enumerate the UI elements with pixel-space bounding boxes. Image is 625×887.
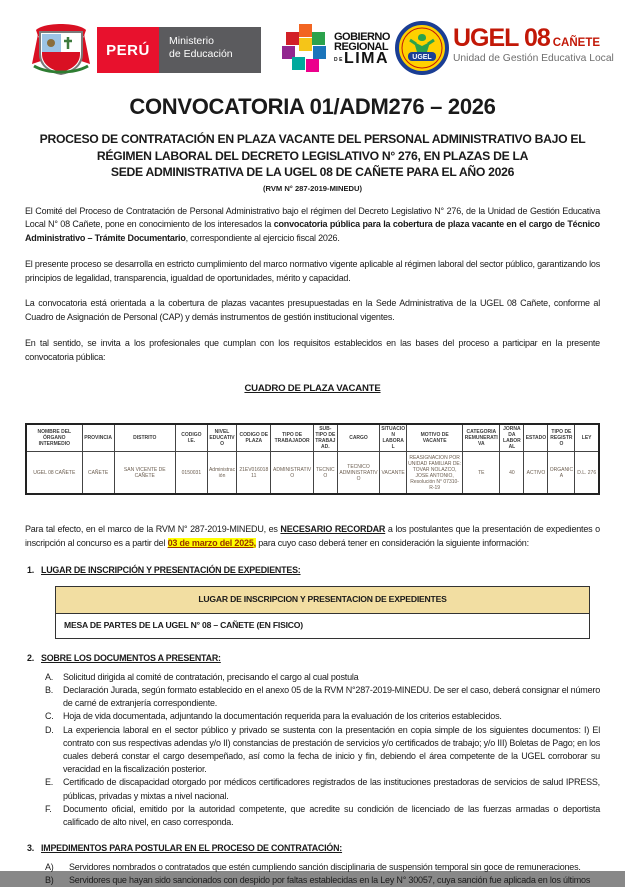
cell: D.L. 276: [575, 452, 599, 494]
cell: 40: [500, 452, 524, 494]
plaza-table-header-row: [26, 424, 599, 452]
col-header: JORNADA LABORAL: [500, 424, 524, 452]
col-header: DISTRITO: [114, 424, 175, 452]
col-header: ESTADO: [524, 424, 548, 452]
col-header: PROVINCIA: [82, 424, 114, 452]
plaza-table-data-row: [26, 452, 599, 494]
grl-wordmark: GOBIERNO REGIONAL DELIMA: [334, 32, 390, 67]
recordatorio-paragraph: Para tal efecto, en el marco de la RVM N° 287-2019-MINEDU, es NECESARIO RECORDAR a los postulantes que la presentación de expedientes o inscripción al concurso es a partir del 03 de marzo del 2025, para cuyo caso deberá tener en consideración la siguiente información:: [25, 523, 600, 551]
minedu-logo: [97, 27, 261, 73]
ugel-badge-label: UGEL: [412, 54, 432, 61]
intro-paragraph-2: El presente proceso se desarrolla en estricto cumplimiento del marco normativo vigente aplicable al régimen laboral del sector público, garantizando los principios de legalidad, transparencia, igualdad de oportunidades, mérito y capacidad.: [25, 258, 600, 286]
list-item: B) Servidores que hayan sido sancionados con despido por faltas establecidas en la Ley N° 30057, cuya sanción fue aplicada en los últimos: [45, 874, 600, 887]
list-item: C. Hoja de vida documentada, adjuntando la documentación requerida para la evaluación de los criterios establecidos.: [45, 710, 600, 723]
list-item: D. La experiencia laboral en el sector público y privado se sustenta con la presentación en copia simple de los siguientes documentos: I) El contrato con sus respectivas adendas y/o II) constancias de prestación de servicios y/o certificados de trabajo; y/o III) Boletas de Pago; en los cuales deberá constar el cargo desempeñado, así como la fecha de inicio y fin, debiendo el área competente de la UGEL corroborar su veracidad en la fiscalización posterior.: [45, 724, 600, 777]
cell: Administración: [207, 452, 236, 494]
col-header: TIPO DE TRABAJADOR: [271, 424, 313, 452]
cell: SAN VICENTE DE CAÑETE: [114, 452, 175, 494]
col-header: TIPO DE REGISTRO: [548, 424, 575, 452]
ugel-badge-icon: [396, 22, 448, 74]
col-header: CATEGORIA REMUNERATIVA: [463, 424, 500, 452]
section-2-title: 2. SOBRE LOS DOCUMENTOS A PRESENTAR:: [25, 652, 600, 666]
grl-mosaic-icon: [282, 24, 330, 74]
inscription-table-header: LUGAR DE INSCRIPCION Y PRESENTACION DE EXPEDIENTES: [56, 587, 589, 614]
col-header: MOTIVO DE VACANTE: [407, 424, 463, 452]
col-header: CARGO: [337, 424, 379, 452]
ugel-wordmark: UGEL 08 CAÑETE Unidad de Gestión Educativa Local: [453, 22, 614, 74]
cell: CAÑETE: [82, 452, 114, 494]
intro-paragraph-3: La convocatoria está orientada a la cobertura de plazas vacantes presupuestadas en la Sede Administrativa de la UGEL 08 Cañete, conforme al Cuadro de Asignación de Personal (CAP) y demás instrumentos de gestión institucional vigentes.: [25, 297, 600, 325]
cuadro-plaza-heading: CUADRO DE PLAZA VACANTE: [25, 382, 600, 396]
inscription-start-date: 03 de marzo del 2025,: [168, 538, 256, 548]
page-subtitle: PROCESO DE CONTRATACIÓN EN PLAZA VACANTE DEL PERSONAL ADMINISTRATIVO BAJO EL RÉGIMEN LABORAL DEL DECRETO LEGISLATIVO N° 276, EN PLAZAS DE LA SEDE ADMINISTRATIVA DE LA UGEL 08 DE CAÑETE PARA EL AÑO 2026: [0, 131, 625, 181]
ministerio-label: Ministerio de Educación: [159, 27, 261, 73]
ugel-logo: [396, 22, 614, 74]
section-3-title: 3. IMPEDIMENTOS PARA POSTULAR EN EL PROCESO DE CONTRATACIÓN:: [25, 842, 600, 856]
impediments-list: [45, 861, 600, 887]
inscription-place-table: [55, 586, 590, 639]
col-header: NOMBRE DEL ÓRGANO INTERMEDIO: [26, 424, 82, 452]
document-header: [0, 0, 625, 80]
page-title: CONVOCATORIA 01/ADM276 – 2026: [0, 94, 625, 120]
cell: VACANTE: [380, 452, 407, 494]
cell: UGEL 08 CAÑETE: [26, 452, 82, 494]
cell: ACTIVO: [524, 452, 548, 494]
col-header: LEY: [575, 424, 599, 452]
list-item: A) Servidores nombrados o contratados que estén cumpliendo sanción disciplinaria de suspensión temporal sin goce de remuneraciones.: [45, 861, 600, 874]
rvm-reference: (RVM N° 287-2019-MINEDU): [0, 184, 625, 193]
peru-wordmark: PERÚ: [97, 27, 159, 73]
intro-paragraph-1: El Comité del Proceso de Contratación de Personal Administrativo bajo el régimen del Decreto Legislativo N° 276, de la Unidad de Gestión Educativa Local N° 08 Cañete, pone en conocimiento de los interesados la convocatoria pública para la cobertura de plaza vacante en el cargo de Técnico Administrativo – Trámite Documentario, correspondiente al ejercicio fiscal 2026.: [25, 205, 600, 246]
list-item: B. Declaración Jurada, según formato establecido en el anexo 05 de la RVM N°287-2019-MINEDU. De ser el caso, deberá consignar el número de carné de extranjería correspondiente.: [45, 684, 600, 710]
peru-coat-of-arms-icon: [30, 20, 92, 76]
list-item: F. Documento oficial, emitido por la autoridad competente, que acredite su condición de licenciado de las fuerzas armadas o deportista calificado de alto nivel, en caso corresponda.: [45, 803, 600, 829]
col-header: SITUACION LABORAL: [380, 424, 407, 452]
intro-paragraph-4: En tal sentido, se invita a los profesionales que cumplan con los requisitos establecidos en las bases del proceso a participar en la presente convocatoria pública:: [25, 337, 600, 365]
plaza-vacante-table: [25, 423, 600, 495]
cell: ORGANICA: [548, 452, 575, 494]
list-item: E. Certificado de discapacidad otorgado por médicos certificadores registrados de las instituciones prestadoras de servicios de salud IPRESS, públicas, privadas y mixtas a nivel nacional.: [45, 776, 600, 802]
cell: REASIGNACION POR UNIDAD FAMILIAR DE: TOVAR NOLAZCO, JOSE ANTONIO, Resolución N° 07310-R-19: [407, 452, 463, 494]
cell: TECNICO ADMINISTRATIVO: [337, 452, 379, 494]
cell: ADMINISTRATIVO: [271, 452, 313, 494]
document-body: [0, 205, 625, 887]
section-1-title: 1. LUGAR DE INSCRIPCIÓN Y PRESENTACIÓN DE EXPEDIENTES:: [25, 564, 600, 578]
col-header: NIVEL EDUCATIVO: [207, 424, 236, 452]
cell: 21EV01601811: [237, 452, 271, 494]
cell: 0150031: [175, 452, 207, 494]
cell: TE: [463, 452, 500, 494]
cell: TECNICO: [313, 452, 337, 494]
documents-list: [45, 671, 600, 829]
gobierno-regional-lima-logo: [282, 24, 390, 74]
inscription-table-row: MESA DE PARTES DE LA UGEL N° 08 – CAÑETE (EN FISICO): [56, 614, 589, 638]
list-item: A. Solicitud dirigida al comité de contratación, precisando el cargo al cual postula: [45, 671, 600, 684]
col-header: CODIGO DE PLAZA: [237, 424, 271, 452]
col-header: SUB-TIPO DE TRABAJAD.: [313, 424, 337, 452]
col-header: CODIGO I.E.: [175, 424, 207, 452]
